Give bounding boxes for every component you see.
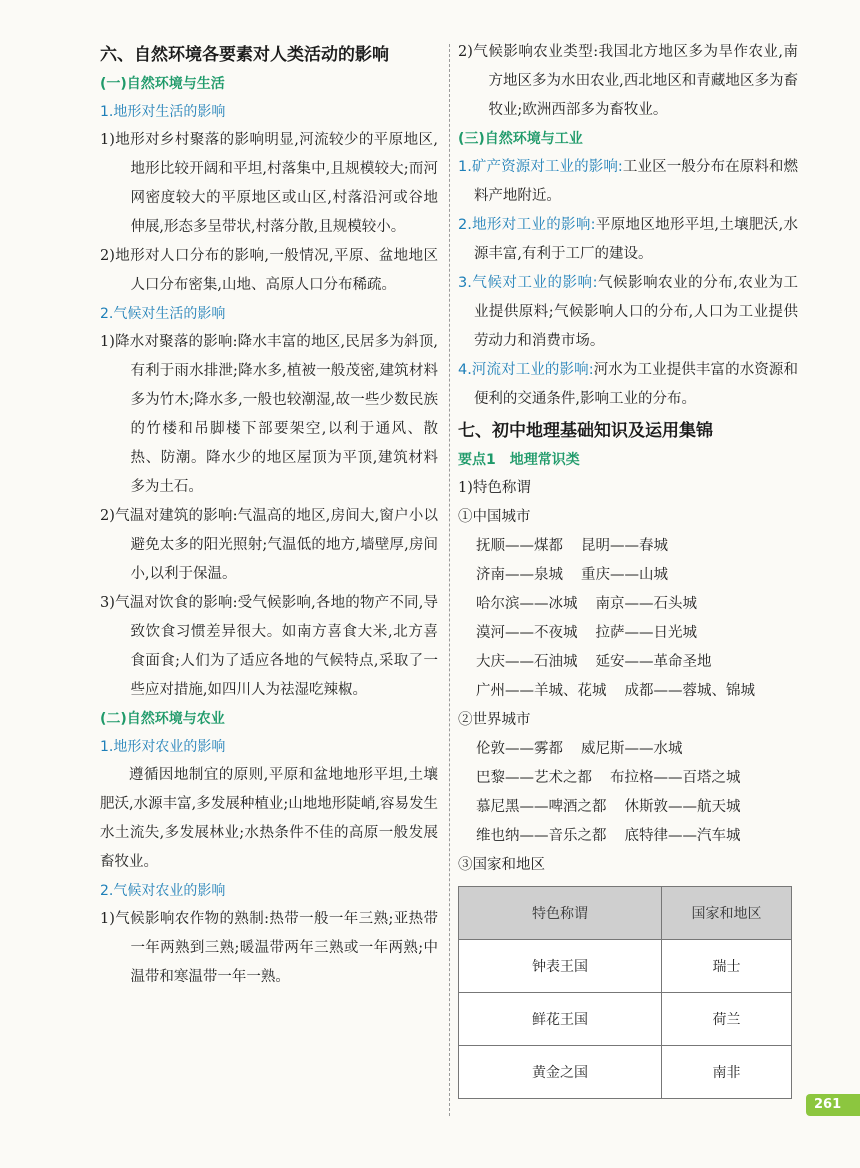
industry-item-lead: 3.气候对工业的影响: [458, 275, 598, 291]
terrain-life-heading: 1.地形对生活的影响 [100, 104, 226, 120]
list-item [476, 793, 798, 822]
section-six-title: 六、自然环境各要素对人类活动的影响 [100, 45, 389, 65]
city-nickname: 昆明——春城 [581, 538, 668, 554]
city-nickname: 休斯敦——航天城 [624, 799, 741, 815]
table-row [459, 993, 792, 1046]
table-cell: 瑞士 [662, 940, 792, 993]
city-nickname: 哈尔滨——冰城 [476, 596, 578, 612]
industry-item [458, 269, 798, 356]
countries-heading: ③国家和地区 [458, 857, 545, 873]
city-nickname: 成都——蓉城、锦城 [624, 683, 755, 699]
world-cities-list [458, 735, 798, 851]
climate-life-item: 2)气温对建筑的影响:气温高的地区,房间大,窗户小以避免太多的阳光照射;气温低的地方,墙壁厚,房间小,以利于保温。 [100, 508, 438, 582]
city-nickname: 巴黎——艺术之都 [476, 770, 592, 786]
table-header: 特色称谓 [459, 887, 662, 940]
city-nickname: 漠河——不夜城 [476, 625, 578, 641]
city-nickname: 拉萨——日光城 [595, 625, 697, 641]
city-nickname: 布拉格——百塔之城 [610, 770, 741, 786]
industry-item-lead: 4.河流对工业的影响: [458, 362, 594, 378]
table-header-row [459, 887, 792, 940]
city-nickname: 重庆——山城 [581, 567, 668, 583]
city-nickname: 南京——石头城 [595, 596, 697, 612]
list-item [476, 561, 798, 590]
list-item [476, 590, 798, 619]
left-column [100, 38, 438, 992]
key-point-heading [458, 446, 798, 474]
page-number: 261 [806, 1094, 860, 1116]
city-nickname: 威尼斯——水城 [581, 741, 683, 757]
industry-item-lead: 2.地形对工业的影响: [458, 217, 596, 233]
table-header: 国家和地区 [662, 887, 792, 940]
terrain-life-item: 1)地形对乡村聚落的影响明显,河流较少的平原地区,地形比较开阔和平坦,村落集中,且规模较大;而河网密度较大的平原地区或山区,村落沿河或谷地伸展,形态多呈带状,村落分散,且规模较小。 [100, 132, 438, 235]
section-seven-title: 七、初中地理基础知识及运用集锦 [458, 421, 713, 441]
city-nickname: 慕尼黑——啤酒之都 [476, 799, 607, 815]
list-item [476, 764, 798, 793]
list-item [476, 532, 798, 561]
list-item [476, 735, 798, 764]
country-nickname-table [458, 886, 792, 1099]
climate-agri-item: 2)气候影响农业类型:我国北方地区多为旱作农业,南方地区多为水田农业,西北地区和青藏地区多为畜牧业;欧洲西部多为畜牧业。 [458, 44, 798, 118]
city-nickname: 抚顺——煤都 [476, 538, 563, 554]
section-three-heading: (三)自然环境与工业 [458, 131, 583, 147]
terrain-agri-paragraph: 遵循因地制宜的原则,平原和盆地地形平坦,土壤肥沃,水源丰富,多发展种植业;山地地形陡峭,容易发生水土流失,多发展林业;水热条件不佳的高原一般发展畜牧业。 [100, 767, 438, 870]
climate-life-heading: 2.气候对生活的影响 [100, 306, 226, 322]
table-cell: 钟表王国 [459, 940, 662, 993]
special-names-heading: 1)特色称谓 [458, 480, 531, 496]
city-nickname: 伦敦——雾都 [476, 741, 563, 757]
industry-item-text: 平原地区地形平坦,土壤肥沃,水源丰富,有利于工厂的建设。 [473, 217, 798, 262]
china-cities-list [458, 532, 798, 706]
city-nickname: 维也纳——音乐之都 [476, 828, 607, 844]
terrain-agri-heading: 1.地形对农业的影响 [100, 739, 226, 755]
city-nickname: 底特律——汽车城 [624, 828, 741, 844]
table-cell: 南非 [662, 1046, 792, 1099]
industry-item [458, 211, 798, 269]
climate-agri-heading: 2.气候对农业的影响 [100, 883, 226, 899]
city-nickname: 大庆——石油城 [476, 654, 578, 670]
terrain-life-item: 2)地形对人口分布的影响,一般情况,平原、盆地地区人口分布密集,山地、高原人口分布稀疏。 [100, 248, 438, 293]
table-cell: 鲜花王国 [459, 993, 662, 1046]
right-column [458, 38, 798, 1099]
world-cities-heading: ②世界城市 [458, 712, 531, 728]
china-cities-heading: ①中国城市 [458, 509, 531, 525]
section-one-heading: (一)自然环境与生活 [100, 76, 225, 92]
industry-item [458, 356, 798, 414]
industry-item-text: 气候影响农业的分布,农业为工业提供原料;气候影响人口的分布,人口为工业提供劳动力和消费市场。 [473, 275, 798, 349]
industry-item [458, 153, 798, 211]
city-nickname: 延安——革命圣地 [595, 654, 712, 670]
section-two-heading: (二)自然环境与农业 [100, 711, 225, 727]
city-nickname: 广州——羊城、花城 [476, 683, 607, 699]
industry-item-text: 工业区一般分布在原料和燃料产地附近。 [473, 159, 798, 204]
key-point-label: 要点1 [458, 452, 496, 468]
industry-item-lead: 1.矿产资源对工业的影响: [458, 159, 623, 175]
list-item [476, 677, 798, 706]
industry-item-text: 河水为工业提供丰富的水资源和便利的交通条件,影响工业的分布。 [473, 362, 798, 407]
table-row [459, 1046, 792, 1099]
table-cell: 黄金之国 [459, 1046, 662, 1099]
column-divider [449, 44, 450, 1116]
table-row [459, 940, 792, 993]
climate-life-item: 1)降水对聚落的影响:降水丰富的地区,民居多为斜顶,有利于雨水排泄;降水多,植被一般茂密,建筑材料多为竹木;降水多,一般也较潮湿,故一些少数民族的竹楼和吊脚楼下部要架空,以利于通风、散热、防潮。降水少的地区屋顶为平顶,建筑材料多为土石。 [100, 334, 438, 495]
city-nickname: 济南——泉城 [476, 567, 563, 583]
climate-agri-item: 1)气候影响农作物的熟制:热带一般一年三熟;亚热带一年两熟到三熟;暖温带两年三熟或一年两熟;中温带和寒温带一年一熟。 [100, 911, 438, 985]
climate-life-item: 3)气温对饮食的影响:受气候影响,各地的物产不同,导致饮食习惯差异很大。如南方喜食大米,北方喜食面食;人们为了适应各地的气候特点,采取了一些应对措施,如四川人为祛湿吃辣椒。 [100, 595, 438, 698]
key-point-text: 地理常识类 [509, 452, 580, 468]
list-item [476, 619, 798, 648]
list-item [476, 822, 798, 851]
table-cell: 荷兰 [662, 993, 792, 1046]
list-item [476, 648, 798, 677]
